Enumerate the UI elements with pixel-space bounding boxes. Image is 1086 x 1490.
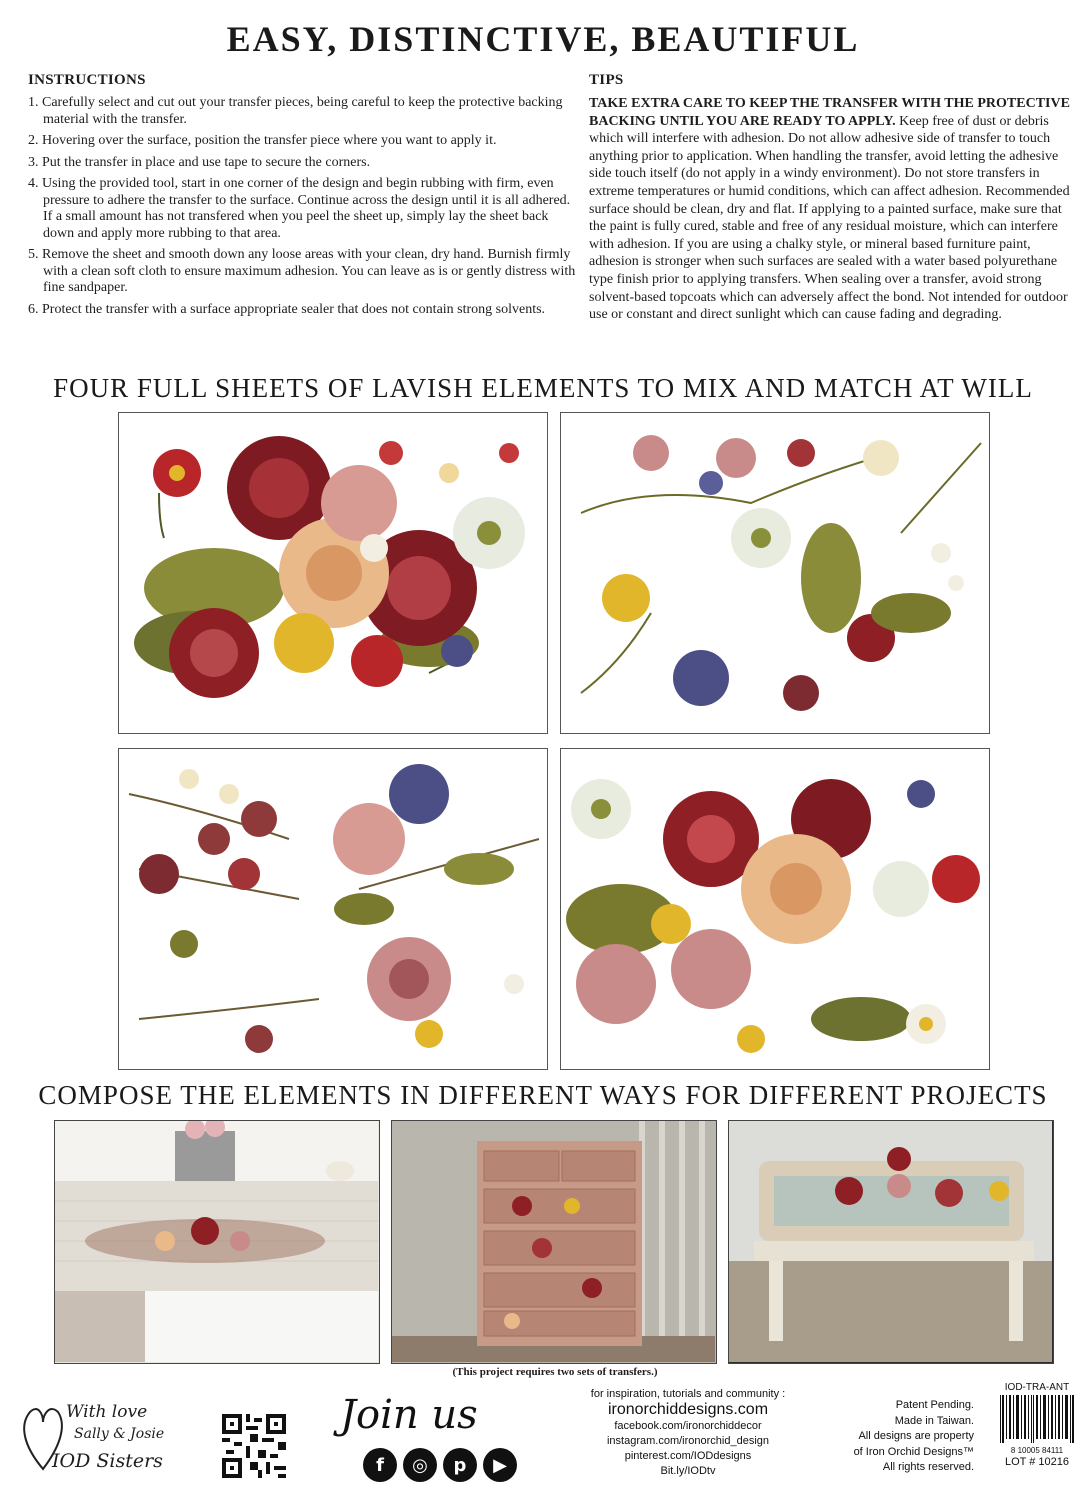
instructions-list [28,95,576,318]
signature-line-2: Sally & Josie [74,1426,165,1442]
compose-title: COMPOSE THE ELEMENTS IN DIFFERENT WAYS FOR DIFFERENT PROJECTS [38,1080,1048,1110]
youtube-icon[interactable]: ▶ [483,1448,517,1482]
transfer-sheet-4 [560,748,990,1070]
community-intro: for inspiration, tutorials and community : [590,1388,786,1400]
floral-illustration [561,413,988,732]
pinterest-icon[interactable]: p [443,1448,477,1482]
tips-section [589,72,1075,324]
floral-illustration [119,749,546,1068]
social-icons [363,1448,517,1482]
signature [20,1402,190,1482]
bench-scene [729,1121,1052,1362]
instructions-section [28,72,576,323]
barcode-digits: 8 10005 84111 [994,1446,1080,1455]
barcode-icon [994,1393,1080,1451]
lot-number: LOT # 10216 [1004,1456,1069,1468]
tips-paragraph [589,95,1075,324]
join-us-text: Join us [340,1392,478,1438]
community-links [540,1388,836,1479]
instagram-link[interactable]: instagram.com/ironorchid_design [606,1435,770,1447]
facebook-link[interactable]: facebook.com/ironorchiddecor [614,1420,762,1432]
legal-line: of Iron Orchid Designs™ [853,1445,974,1458]
instruction-step: 3. Put the transfer in place and use tape to secure the corners. [28,154,371,170]
tips-title: TIPS [589,72,624,88]
website-link[interactable]: ironorchiddesigns.com [607,1401,769,1418]
project-photo-dresser [391,1120,717,1364]
legal-line: Patent Pending. [895,1399,974,1411]
page-headline: EASY, DISTINCTIVE, BEAUTIFUL [226,19,860,59]
youtube-link[interactable]: Bit.ly/IODtv [660,1465,716,1477]
facebook-icon[interactable]: f [363,1448,397,1482]
signature-line-1: With love [66,1402,148,1422]
signature-line-3: IOD Sisters [52,1450,163,1472]
dresser-scene [392,1121,715,1362]
legal-line: Made in Taiwan. [894,1414,974,1427]
transfer-sheet-3 [118,748,548,1070]
bathtub-scene [55,1121,378,1362]
transfer-sheet-2 [560,412,990,734]
sheets-title: FOUR FULL SHEETS OF LAVISH ELEMENTS TO MIX AND MATCH AT WILL [53,373,1033,403]
project-caption: (This project requires two sets of transfers.) [452,1366,658,1378]
instruction-step: 5. Remove the sheet and smooth down any loose areas with your clean, dry hand. Burnish firmly with a clean soft cloth to ensure maximum adhesion. You can leave as is or gently distress with fine sandpaper. [28,247,576,295]
instruction-step: 2. Hovering over the surface, position the transfer piece where you want to apply it. [28,133,497,148]
sku-label: IOD-TRA-ANT [1004,1382,1070,1393]
barcode-block [994,1382,1080,1468]
tips-lead: TAKE EXTRA CARE TO KEEP THE TRANSFER WITH THE PROTECTIVE BACKING UNTIL YOU ARE READY TO APPLY. [589,96,1070,129]
transfer-sheet-1 [118,412,548,734]
floral-illustration [561,749,988,1068]
pinterest-link[interactable]: pinterest.com/IODdesigns [624,1450,752,1462]
instruction-step: 6. Protect the transfer with a surface appropriate sealer that does not contain strong solvents. [28,301,546,317]
legal-notice [812,1398,974,1476]
instagram-icon[interactable]: ◎ [403,1448,437,1482]
qr-code-icon [222,1414,286,1478]
legal-line: All designs are property [858,1430,974,1442]
project-photo-bathtub [54,1120,380,1364]
instruction-step: 1. Carefully select and cut out your transfer pieces, being careful to keep the protective backing material with the transfer. [28,95,563,127]
legal-line: All rights reserved. [882,1461,974,1473]
instructions-title: INSTRUCTIONS [28,72,146,88]
project-photo-bench [728,1120,1054,1364]
tips-body: Keep free of dust or debris which will interfere with adhesion. Do not allow adhesive side of transfer to touch anything prior to application. When handling the transfer, avoid letting the adhesive side touch itself (do not apply in a windy environment). Do not store transfers in extreme temperatures or humid conditions, which can affect adhesion. Recommended surface should be clean, dry and flat. If applying to a painted surface, make sure that the paint is fully cured, stable and free of any residual moisture, which can interfere with adhesion. If you are using a chalky style, or mineral based furniture paint, adhesion is stronger when such surfaces are sealed with a water based polyurethane type finish prior to applying transfers. When sealing over a transfer, avoid strong solvent-based topcoats which can adversely affect the bond. Not intended for outdoor use or constant and direct sunlight which can cause fading and degrading. [589,113,1070,323]
floral-illustration [119,413,546,732]
qr-code[interactable] [222,1414,286,1478]
instruction-step: 4. Using the provided tool, start in one corner of the design and begin rubbing with firm, even pressure to adhere the transfer to the surface. Continue across the design until it is all adhered. If a small amount has not transfered when you peel the sheet up, simply lay the sheet back down and apply more rubbing to that area. [28,176,571,241]
